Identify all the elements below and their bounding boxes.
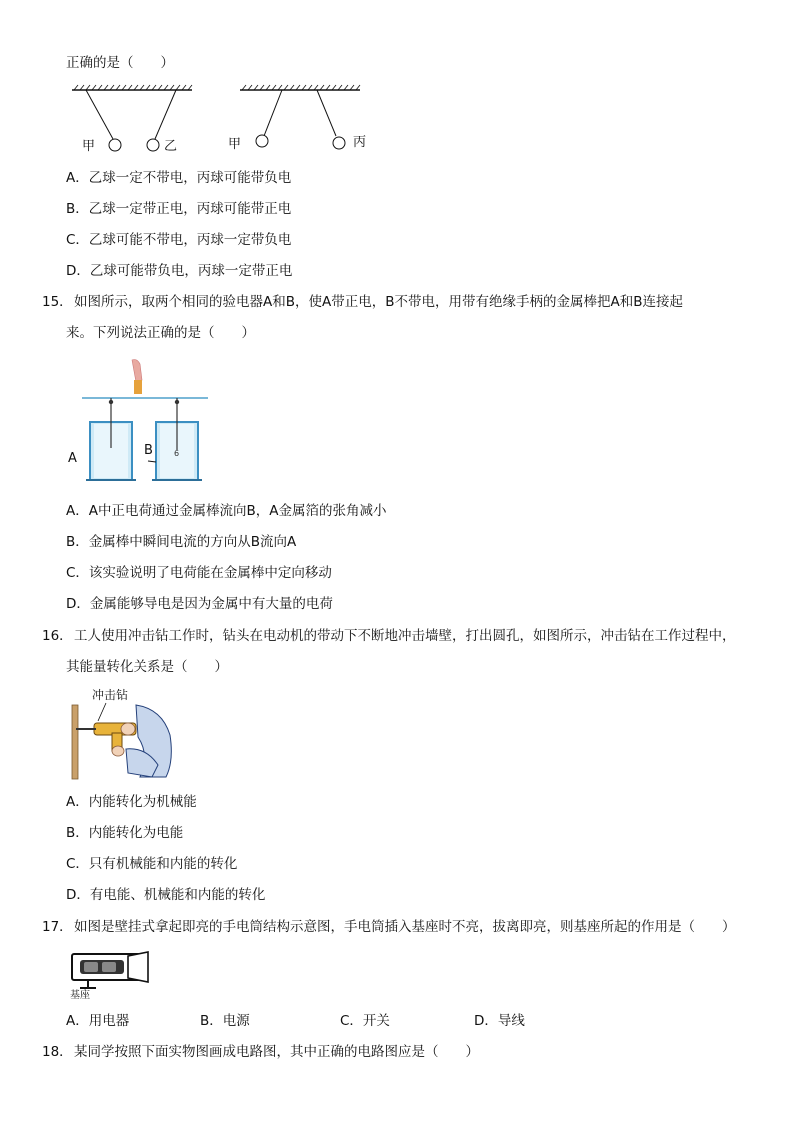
q14-label-jia-1: 甲 [82,139,96,154]
q15-option-a: A．A中正电荷通过金属棒流向B，A金属箔的张角减小 [66,503,387,519]
q17-number: 17． [42,919,73,935]
q18-stem-line1: 某同学按照下面实物图画成电路图，其中正确的电路图应是（ ） [74,1044,479,1060]
q15-option-d: D．金属能够导电是因为金属中有大量的电荷 [66,596,333,612]
q17-flashlight-figure [66,950,156,1000]
q16-label-drill: 冲击钻 [92,688,129,702]
q17-label-base: 基座 [70,990,90,1000]
q17-stem-line1: 如图是壁挂式拿起即亮的手电筒结构示意图，手电筒插入基座时不亮，拔离即亮，则基座所起的作用是（ ） [74,919,736,935]
q16-option-a: A．内能转化为机械能 [66,794,197,810]
q15-stem-line1: 如图所示，取两个相同的验电器A和B，使A带正电，B不带电，用带有绝缘手柄的金属棒把A和B连接起 [74,294,683,310]
q16-number: 16． [42,628,73,644]
svg-text:6: 6 [174,449,180,458]
q16-option-d: D．有电能、机械能和内能的转化 [66,887,266,903]
q16-stem-line2: 其能量转化关系是（ ） [66,659,228,675]
q15-number: 15． [42,294,73,310]
q15-option-b: B．金属棒中瞬间电流的方向从B流向A [66,534,297,550]
q15-electroscope-figure [64,358,214,488]
q17-option-c: C．开关 [340,1013,390,1029]
q14-option-a: A．乙球一定不带电，丙球可能带负电 [66,170,292,186]
q16-option-c: C．只有机械能和内能的转化 [66,856,238,872]
q14-label-jia-2: 甲 [228,137,242,152]
q15-label-a: A [68,451,77,466]
q14-label-bing: 丙 [353,135,367,150]
q17-option-d: D．导线 [474,1013,525,1029]
q15-option-c: C．该实验说明了电荷能在金属棒中定向移动 [66,565,332,581]
q17-option-a: A．用电器 [66,1013,130,1029]
q16-impact-drill-figure [66,685,178,783]
q14-option-c: C．乙球可能不带电，丙球一定带负电 [66,232,292,248]
q16-stem-line1: 工人使用冲击钻工作时，钻头在电动机的带动下不断地冲击墙壁，打出圆孔，如图所示，冲击钻在工作过程中， [74,628,736,644]
q16-option-b: B．内能转化为电能 [66,825,184,841]
q14-option-b: B．乙球一定带正电，丙球可能带正电 [66,201,292,217]
q15-stem-line2: 来。下列说法正确的是（ ） [66,325,255,341]
q14-pith-ball-figure [60,82,370,154]
q17-option-b: B．电源 [200,1013,250,1029]
q14-label-yi: 乙 [164,139,178,154]
q14-stem-tail: 正确的是（ ） [66,55,174,71]
q18-number: 18． [42,1044,73,1060]
q14-option-d: D．乙球可能带负电，丙球一定带正电 [66,263,293,279]
q15-label-b: B [144,443,153,458]
